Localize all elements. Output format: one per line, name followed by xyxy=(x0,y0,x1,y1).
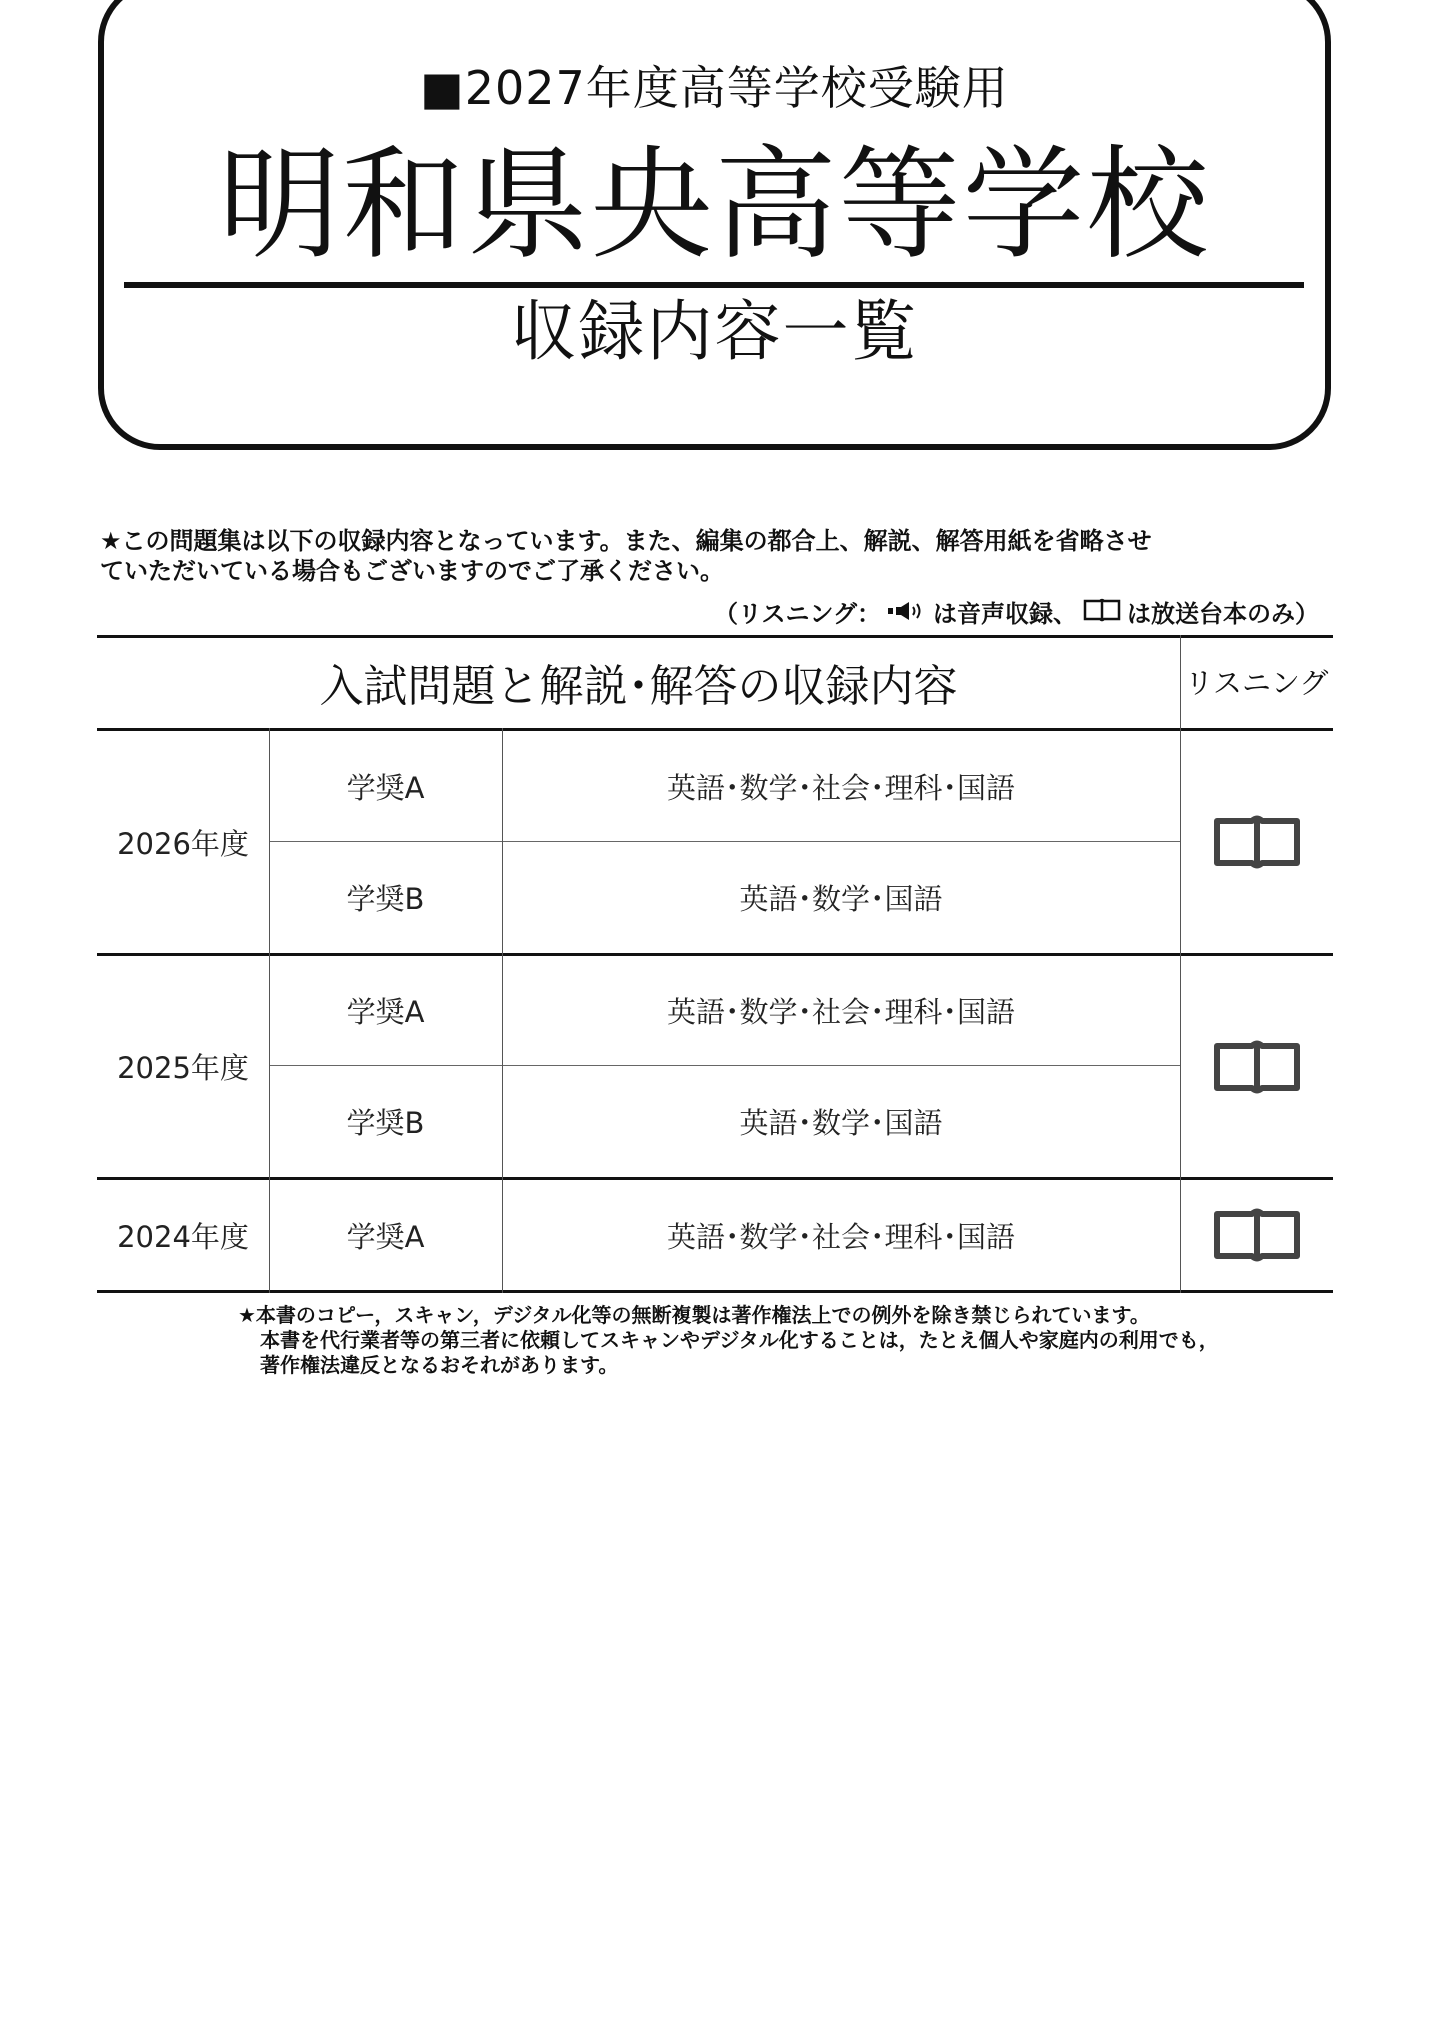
footer-line-3: 著作権法違反となるおそれがあります。 xyxy=(260,1353,619,1377)
book-icon xyxy=(1213,1206,1301,1264)
book-icon xyxy=(1213,813,1301,871)
subjects-cell: 英語･数学･国語 xyxy=(739,882,943,916)
subjects-cell: 英語･数学･社会･理科･国語 xyxy=(666,1219,1015,1254)
copyright-notice xyxy=(238,1303,1298,1378)
notice-text xyxy=(100,526,1340,586)
notice-line-1: ★この問題集は以下の収録内容となっています。また、編集の都合上、解説、解答用紙を省略させ xyxy=(100,527,1152,555)
listening-cell xyxy=(1180,1180,1333,1290)
exam-cell: 学奨A xyxy=(346,1219,425,1254)
exam-cell: 学奨B xyxy=(346,882,425,916)
book-icon xyxy=(1083,597,1121,630)
school-name-title: 明和県央高等学校 xyxy=(218,134,1211,276)
title-underline xyxy=(124,282,1304,288)
footer-line-2: 本書を代行業者等の第三者に依頼してスキャンやデジタル化することは，たとえ個人や家庭内の利用でも， xyxy=(260,1328,1219,1352)
listening-cell xyxy=(1180,731,1333,953)
notice-line-2: ていただいている場合もございますのでご了承ください。 xyxy=(100,557,724,585)
subjects-cell: 英語･数学･社会･理科･国語 xyxy=(666,770,1015,805)
year-cell: 2025年度 xyxy=(117,1051,249,1085)
year-cell: 2026年度 xyxy=(117,826,249,861)
book-icon xyxy=(1213,1038,1301,1096)
subjects-cell: 英語･数学･社会･理科･国語 xyxy=(666,995,1015,1029)
listening-legend xyxy=(714,597,1319,630)
speaker-icon xyxy=(887,599,927,629)
contents-table xyxy=(97,635,1333,1296)
legend-book-text: は放送台本のみ） xyxy=(1127,599,1319,628)
legend-open-text: （リスニング： xyxy=(713,599,881,628)
document-title: 収録内容一覧 xyxy=(510,293,919,370)
exam-cell: 学奨A xyxy=(346,770,425,805)
listening-cell xyxy=(1180,956,1333,1177)
footer-line-1: ★本書のコピー，スキャン，デジタル化等の無断複製は著作権法上での例外を除き禁じられています。 xyxy=(238,1303,1150,1327)
header-subtitle: ■2027年度高等学校受験用 xyxy=(420,61,1009,115)
year-cell: 2024年度 xyxy=(117,1219,249,1254)
table-header-contents: 入試問題と解説･解答の収録内容 xyxy=(319,660,958,712)
table-bottom-border xyxy=(97,1290,1333,1293)
subjects-cell: 英語･数学･国語 xyxy=(739,1106,943,1140)
table-header-listening: リスニング xyxy=(1184,666,1329,700)
legend-audio-text: は音声収録、 xyxy=(933,599,1077,628)
exam-cell: 学奨B xyxy=(346,1106,425,1140)
exam-cell: 学奨A xyxy=(346,995,425,1029)
